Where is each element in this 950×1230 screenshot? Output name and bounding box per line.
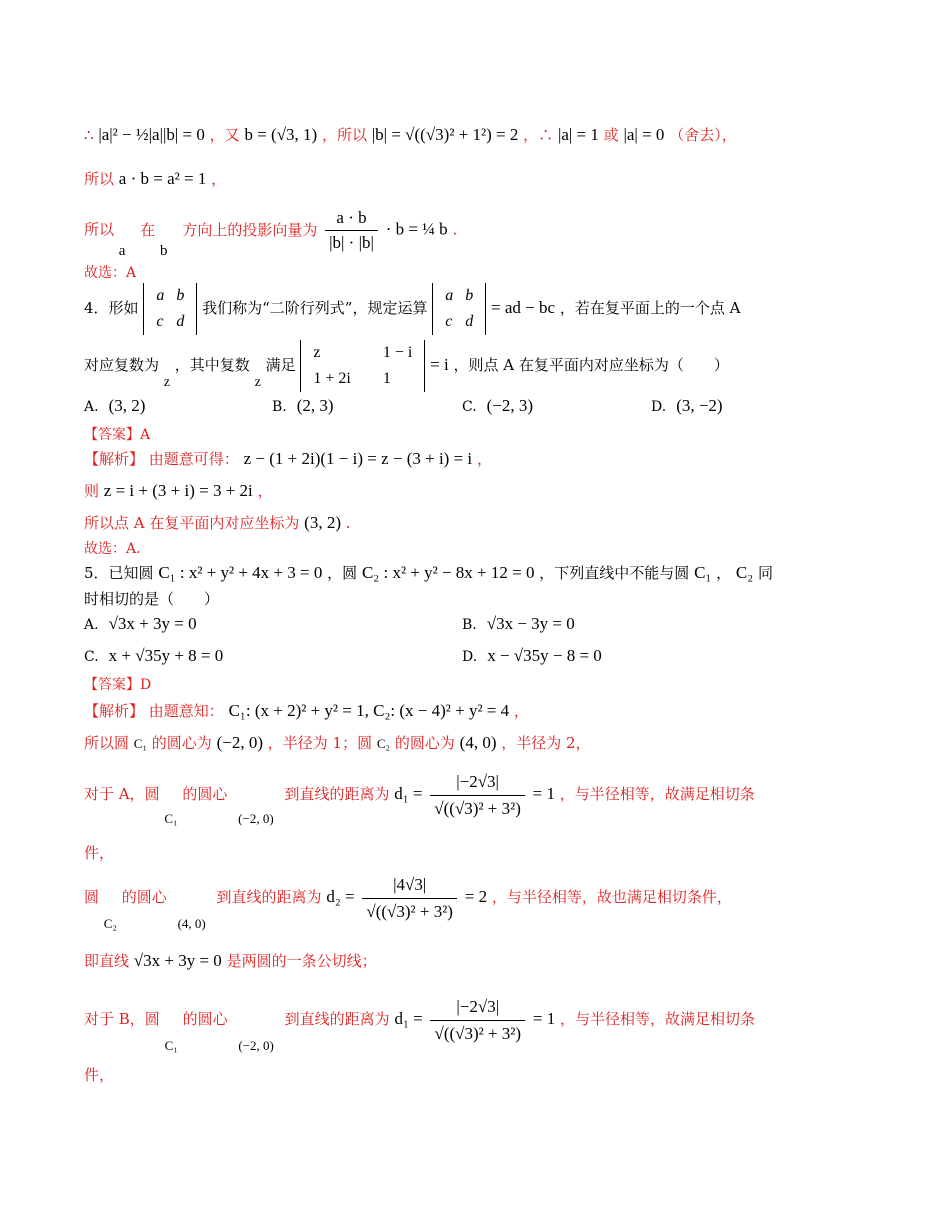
determinant	[143, 283, 197, 335]
option-label: B.	[272, 399, 287, 415]
fraction-denominator: √((√3)² + 3²)	[434, 1023, 522, 1043]
vector-b: b	[160, 242, 168, 259]
option-value: √3x − 3y = 0	[486, 614, 575, 633]
choose-line	[84, 262, 890, 284]
text: ，半径为 1；圆	[267, 734, 373, 752]
option-label: C.	[462, 399, 477, 415]
analysis-line	[84, 448, 890, 470]
point: (−2, 0)	[238, 1038, 274, 1053]
answer-line	[84, 674, 890, 696]
det-cell: z	[313, 344, 321, 361]
equation: |a| = 1	[557, 125, 599, 144]
projection-fraction	[325, 206, 378, 255]
option-b[interactable]	[272, 396, 334, 416]
centers-line	[84, 732, 890, 755]
option-value: (2, 3)	[296, 396, 334, 415]
text: 满足	[265, 356, 296, 374]
circle-c2: C₂	[376, 736, 391, 751]
equation: = i	[430, 355, 449, 374]
option-a[interactable]	[84, 396, 145, 416]
question-4-line-1	[84, 282, 890, 334]
question-number: 4．形如	[84, 299, 139, 317]
point: (4, 0)	[459, 733, 497, 752]
option-a[interactable]	[84, 614, 197, 634]
det-cell: 1 − i	[382, 344, 413, 361]
text: 同	[757, 564, 773, 582]
equation: z − (1 + 2i)(1 − i) = z − (3 + i) = i	[243, 449, 473, 468]
text: 的圆心	[182, 1010, 228, 1028]
option-c[interactable]	[84, 646, 223, 666]
case-a-line-2	[84, 842, 890, 864]
fraction-numerator: |−2√3|	[430, 769, 525, 796]
point: (4, 0)	[177, 916, 206, 931]
det-cell: 1	[382, 370, 391, 387]
fraction-denominator: √((√3)² + 3²)	[434, 798, 521, 818]
option-label: C.	[84, 649, 99, 665]
question-4-line-2	[84, 338, 890, 392]
det-cell: a	[445, 287, 454, 304]
determinant	[300, 340, 425, 392]
vector-a: a	[118, 242, 126, 259]
text: 时相切的是（ ）	[84, 590, 220, 608]
text: 是两圆的一条公切线；	[226, 952, 377, 970]
point: (−2, 0)	[216, 733, 263, 752]
det-cell: b	[465, 287, 474, 304]
text: 所以点 A 在复平面内对应坐标为	[84, 514, 300, 532]
analysis-line	[84, 700, 890, 722]
answer-tag: 【答案】	[84, 677, 140, 693]
answer-value: D	[140, 677, 152, 693]
analysis-line-2	[84, 480, 890, 502]
text: 所以圆	[84, 734, 130, 752]
text: 件，	[84, 1066, 115, 1084]
fraction-numerator: |4√3|	[362, 872, 457, 899]
text: 的圆心为	[394, 734, 455, 752]
question-5-line-2	[84, 588, 890, 610]
text: ，	[716, 564, 732, 582]
text: 到直线的距离为	[284, 785, 390, 803]
text: 由题意知：	[148, 702, 224, 720]
text: 在	[140, 220, 156, 239]
equation: |a| = 0	[623, 125, 665, 144]
point: (−2, 0)	[238, 811, 274, 826]
fraction-numerator: |−2√3|	[430, 994, 525, 1021]
fraction-denominator: |b| · |b|	[329, 233, 374, 252]
text: 故选：A.	[84, 541, 141, 557]
option-value: √3x + 3y = 0	[108, 614, 197, 633]
text: ，与半径相等，故也满足相切条件，	[491, 888, 732, 906]
text: ，半径为 2，	[501, 734, 591, 752]
equation: |a|² − ½|a||b| = 0	[98, 125, 205, 144]
distance-fraction	[430, 769, 525, 822]
analysis-tag: 【解析】	[84, 450, 145, 468]
equation: b = (√3, 1)	[244, 125, 318, 144]
circle-c1: C₁	[164, 811, 178, 826]
option-label: D.	[651, 399, 667, 415]
fraction-denominator: √((√3)² + 3²)	[366, 901, 453, 921]
case-b-line	[84, 986, 890, 1056]
circle-c1: C₁	[133, 736, 147, 751]
equation: (3, 2)	[304, 513, 341, 532]
text: 所以	[84, 220, 115, 239]
det-cell: b	[176, 287, 185, 304]
solution-line-1	[84, 124, 890, 146]
text: 由题意可得：	[148, 450, 239, 468]
common-tangent-line	[84, 950, 890, 972]
text: （舍去），	[669, 126, 737, 144]
option-d[interactable]	[651, 396, 723, 416]
text: ，	[211, 170, 227, 188]
equation: = 1	[532, 784, 556, 803]
text: ，与半径相等，故满足相切条	[559, 1010, 755, 1028]
text: 则	[84, 482, 100, 500]
det-cell: d	[176, 313, 185, 330]
text: 件，	[84, 844, 115, 862]
distance-label: d₂ =	[326, 887, 355, 906]
det-cell: a	[156, 287, 165, 304]
answer-tag: 【答案】	[84, 427, 140, 443]
option-b[interactable]	[462, 614, 575, 634]
option-value: (−2, 3)	[486, 396, 534, 415]
text: ，	[513, 702, 529, 720]
text: 我们称为“二阶行列式”，规定运算	[202, 299, 428, 317]
circle-c1: C₁	[164, 1038, 178, 1053]
text: ，则点 A 在复平面内对应坐标为（ ）	[453, 356, 729, 374]
distance-fraction	[430, 994, 525, 1047]
text: .	[345, 514, 351, 532]
answer-value: A	[140, 427, 151, 443]
text: ，	[257, 482, 273, 500]
analysis-line-3	[84, 512, 890, 534]
det-cell: 1 + 2i	[313, 370, 351, 387]
text: 对于 B，圆	[84, 1010, 160, 1028]
text: ，又	[209, 126, 240, 144]
text: 或	[603, 126, 619, 144]
equation: = 2	[464, 887, 488, 906]
option-value: x + √35y + 8 = 0	[108, 646, 224, 665]
question-5-line-1	[84, 562, 890, 584]
text: 方向上的投影向量为	[182, 220, 318, 239]
determinant	[432, 283, 486, 335]
circle-c1: C₁	[694, 563, 712, 582]
text: ，	[476, 450, 492, 468]
text: 的圆心	[121, 888, 167, 906]
text: ，圆	[327, 564, 358, 582]
question-number: 5．已知圆	[84, 564, 154, 582]
variable-z: z	[254, 375, 261, 390]
case-c2-line	[84, 864, 890, 940]
equation: a · b = a² = 1	[118, 169, 207, 188]
text: 所以	[84, 170, 115, 188]
text: 的圆心	[182, 785, 228, 803]
solution-line-3	[84, 206, 890, 259]
distance-label: d₁ =	[394, 1009, 423, 1028]
text: 的圆心为	[151, 734, 212, 752]
text: ，其中复数	[174, 356, 250, 374]
option-label: A.	[84, 617, 99, 633]
equation: = 1	[532, 1009, 556, 1028]
equation: · b = ¼ b	[385, 219, 448, 239]
option-value: (3, 2)	[108, 396, 146, 415]
case-b-line-2	[84, 1064, 890, 1086]
option-value: (3, −2)	[676, 396, 723, 415]
circle-c2: C₂	[103, 916, 117, 931]
equation: C₁ : x² + y² + 4x + 3 = 0	[158, 563, 323, 582]
circle-c2: C₂	[735, 563, 754, 582]
option-label: D.	[462, 649, 478, 665]
equation: = ad − bc	[491, 298, 556, 317]
distance-fraction	[362, 872, 457, 925]
option-c[interactable]	[462, 396, 533, 416]
det-cell: d	[465, 313, 474, 330]
answer-line	[84, 424, 890, 446]
text: 对于 A，圆	[84, 785, 160, 803]
text: 到直线的距离为	[284, 1010, 390, 1028]
analysis-tag: 【解析】	[84, 702, 145, 720]
distance-label: d₁ =	[394, 784, 423, 803]
det-cell: c	[445, 313, 453, 330]
equation: √3x + 3y = 0	[133, 951, 222, 970]
text: 圆	[84, 888, 100, 906]
option-value: x − √35y − 8 = 0	[487, 646, 602, 665]
option-label: B.	[462, 617, 477, 633]
case-a-line	[84, 764, 890, 834]
solution-line-2	[84, 168, 890, 190]
equation: C₁: (x + 2)² + y² = 1, C₂: (x − 4)² + y² = 4	[228, 701, 510, 720]
option-label: A.	[84, 399, 99, 415]
text: ，下列直线中不能与圆	[539, 564, 690, 582]
text: ，若在复平面上的一个点 A	[559, 299, 741, 317]
equation: C₂ : x² + y² − 8x + 12 = 0	[361, 563, 535, 582]
text: 对应复数为	[84, 356, 160, 374]
choose-line-2	[84, 538, 890, 560]
fraction-numerator: a · b	[325, 206, 378, 231]
option-d[interactable]	[462, 646, 602, 666]
text: ，∴	[523, 126, 554, 144]
text: ，与半径相等，故满足相切条	[559, 785, 755, 803]
det-cell: c	[156, 313, 164, 330]
therefore-symbol: ∴	[84, 126, 94, 144]
text: 到直线的距离为	[216, 888, 322, 906]
variable-z: z	[163, 375, 171, 390]
text: 故选：A	[84, 265, 137, 281]
text: .	[452, 220, 458, 239]
text: 即直线	[84, 952, 130, 970]
text: ，所以	[321, 126, 367, 144]
equation: |b| = √((√3)² + 1²) = 2	[371, 125, 519, 144]
equation: z = i + (3 + i) = 3 + 2i	[103, 481, 253, 500]
